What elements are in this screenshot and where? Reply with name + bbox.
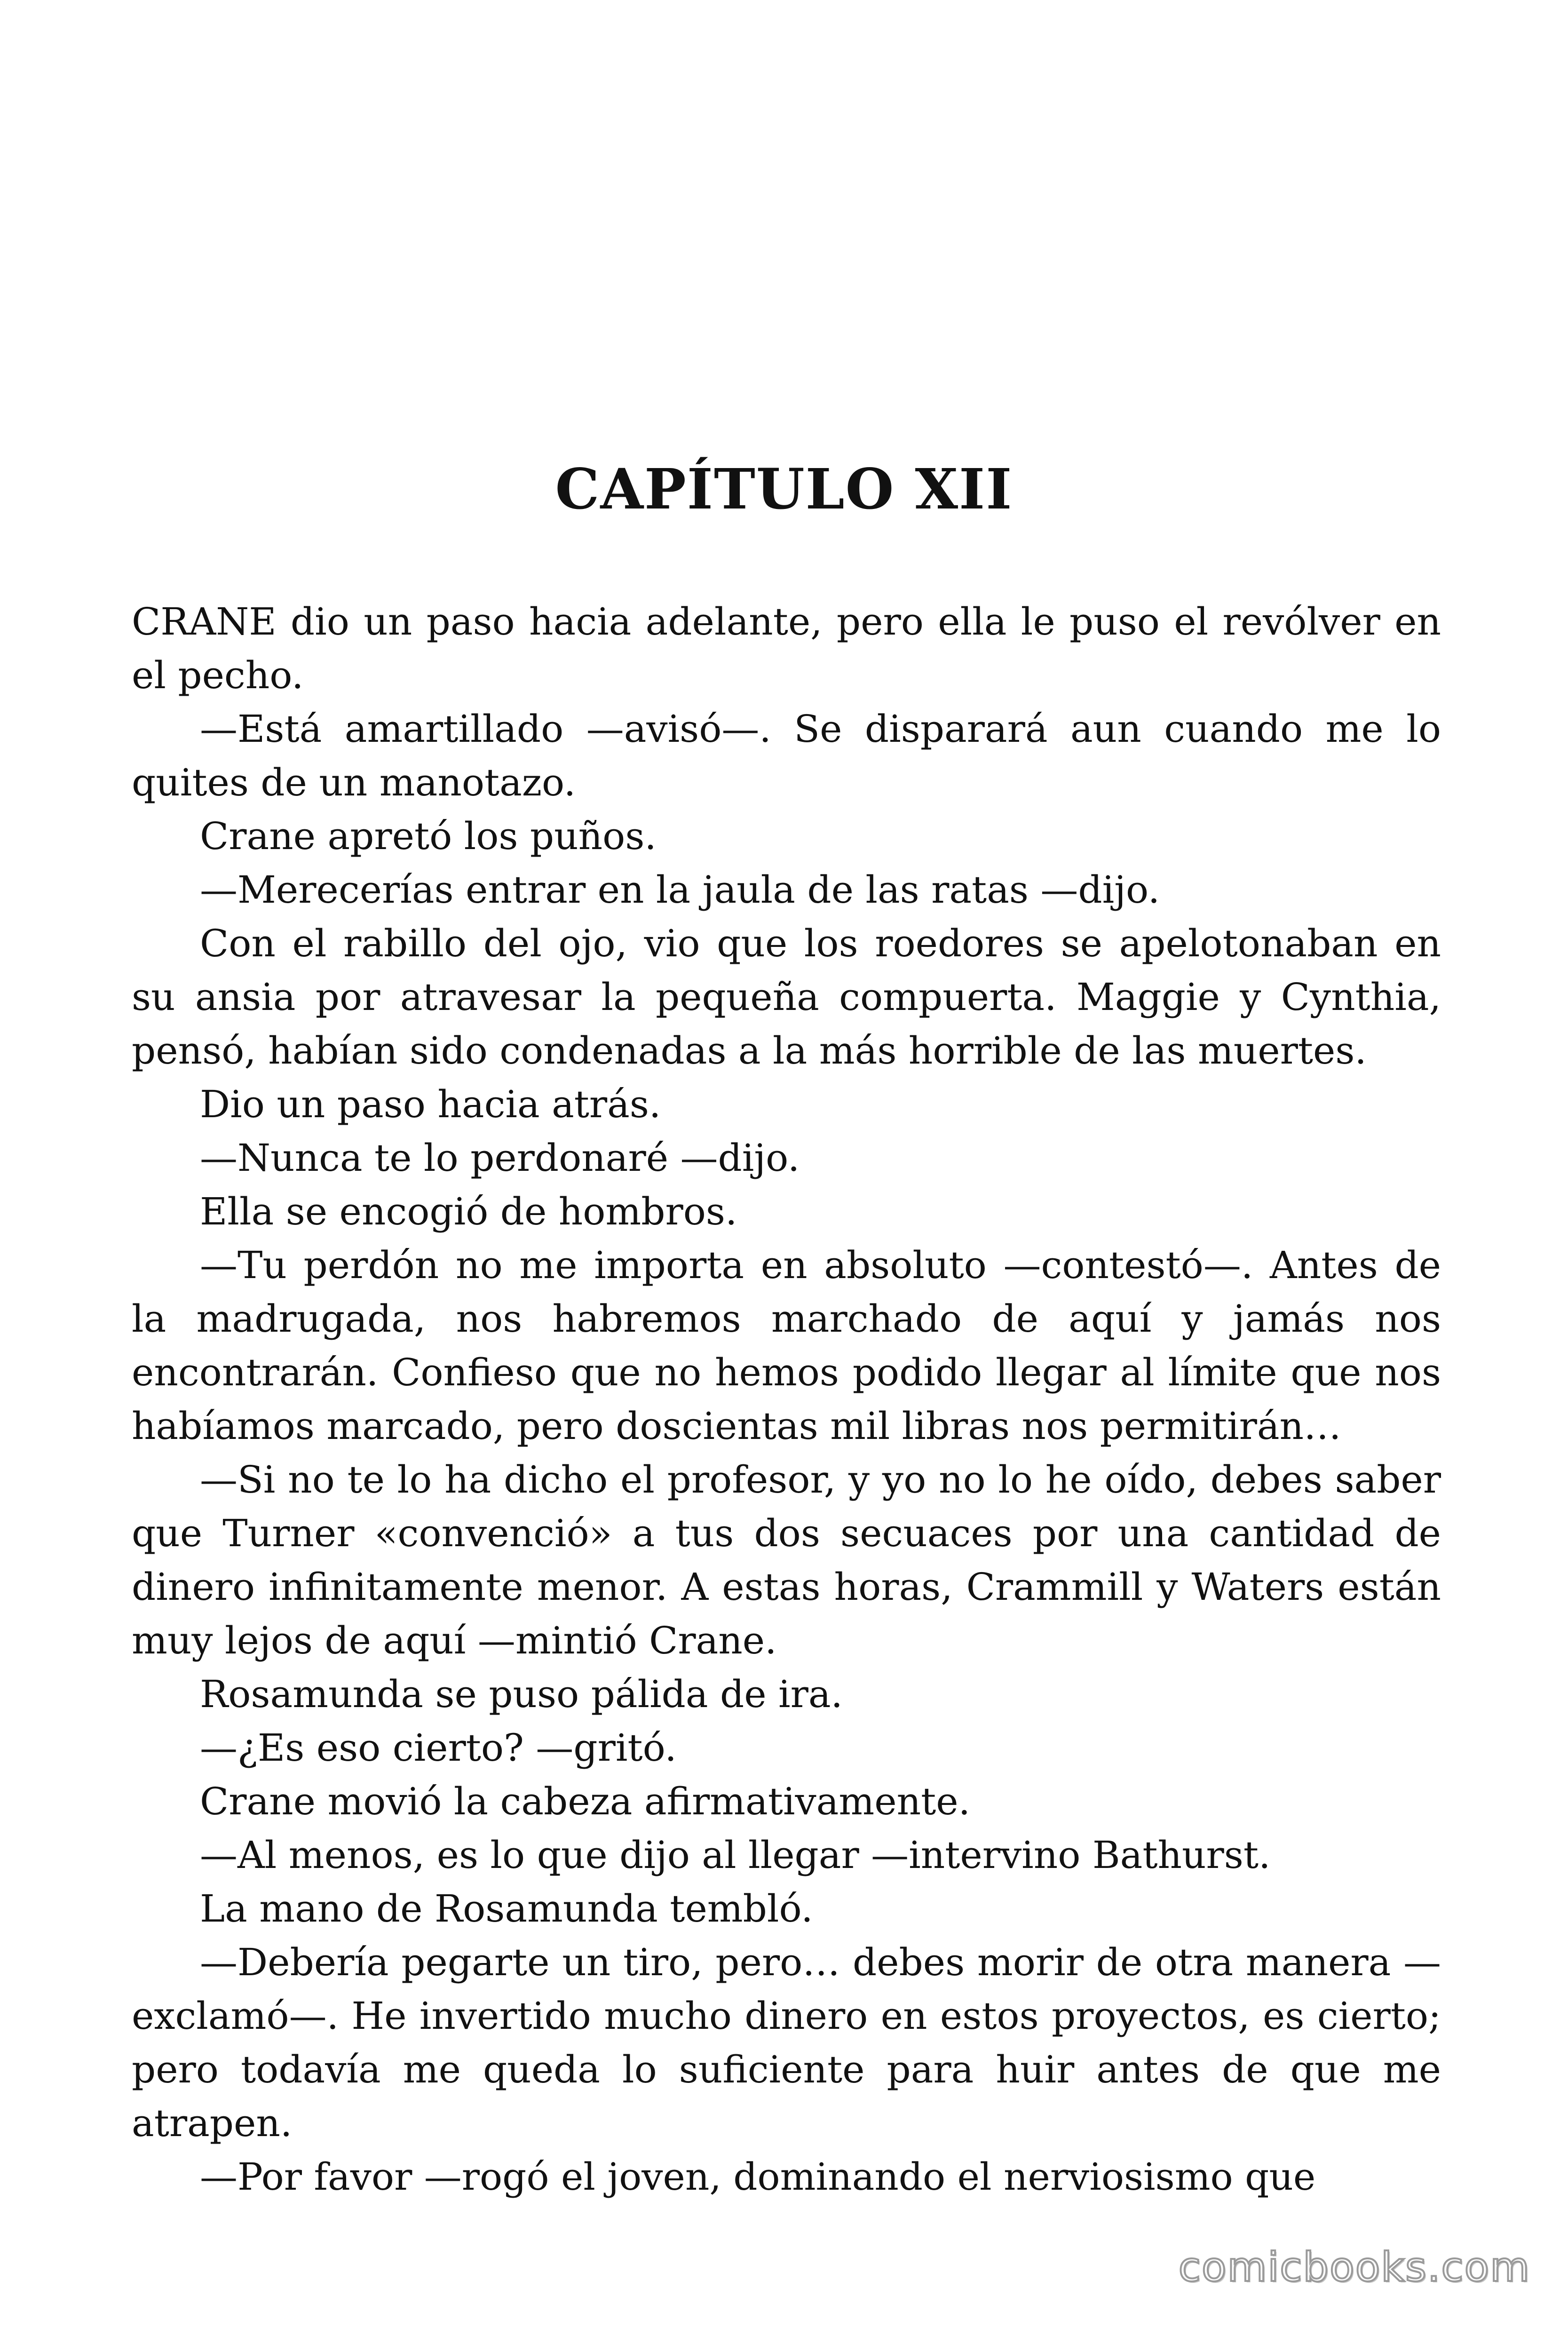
paragraph: Dio un paso hacia atrás. — [200, 1082, 661, 1126]
paragraph: —Al menos, es lo que dijo al llegar —intervino Bathurst. — [200, 1833, 1271, 1877]
paragraph: Con el rabillo del ojo, vio que los roedores se apelotonaban en su ansia por atravesar la pequeña compuerta. Maggie y Cynthia, pensó, habían sido condenadas a la más horrible de las muertes. — [132, 922, 1441, 1073]
site-watermark: comicbooks.com — [1178, 2244, 1530, 2291]
paragraph: Rosamunda se puso pálida de ira. — [200, 1672, 843, 1716]
paragraph: —¿Es eso cierto? —gritó. — [200, 1726, 677, 1770]
paragraph: —Merecerías entrar en la jaula de las ratas —dijo. — [200, 868, 1160, 912]
paragraph: Crane apretó los puños. — [200, 814, 657, 858]
paragraph: CRANE dio un paso hacia adelante, pero ella le puso el revólver en el pecho. — [132, 600, 1441, 697]
paragraph: —Por favor —rogó el joven, dominando el nerviosismo que — [200, 2155, 1316, 2199]
paragraph: Ella se encogió de hombros. — [200, 1190, 737, 1233]
chapter-title: CAPÍTULO XII — [555, 456, 1013, 522]
paragraph: La mano de Rosamunda tembló. — [200, 1887, 813, 1931]
paragraph: Crane movió la cabeza afirmativamente. — [200, 1780, 971, 1823]
chapter-body — [132, 595, 1441, 2204]
paragraph: —Debería pegarte un tiro, pero… debes morir de otra manera —exclamó—. He invertido mucho dinero en estos proyectos, es cierto; pero todavía me queda lo suficiente para huir antes de que me atrapen. — [132, 1940, 1441, 2145]
paragraph: —Si no te lo ha dicho el profesor, y yo no lo he oído, debes saber que Turner «convenció» a tus dos secuaces por una cantidad de dinero infinitamente menor. A estas horas, Crammill y Waters están muy lejos de aquí —mintió Crane. — [132, 1458, 1441, 1662]
paragraph: —Está amartillado —avisó—. Se disparará aun cuando me lo quites de un manotazo. — [132, 707, 1441, 804]
paragraph: —Nunca te lo perdonaré —dijo. — [200, 1136, 800, 1180]
paragraph: —Tu perdón no me importa en absoluto —contestó—. Antes de la madrugada, nos habremos marchado de aquí y jamás nos encontrarán. Confieso que no hemos podido llegar al límite que nos habíamos marcado, pero doscientas mil libras nos permitirán… — [132, 1243, 1441, 1448]
